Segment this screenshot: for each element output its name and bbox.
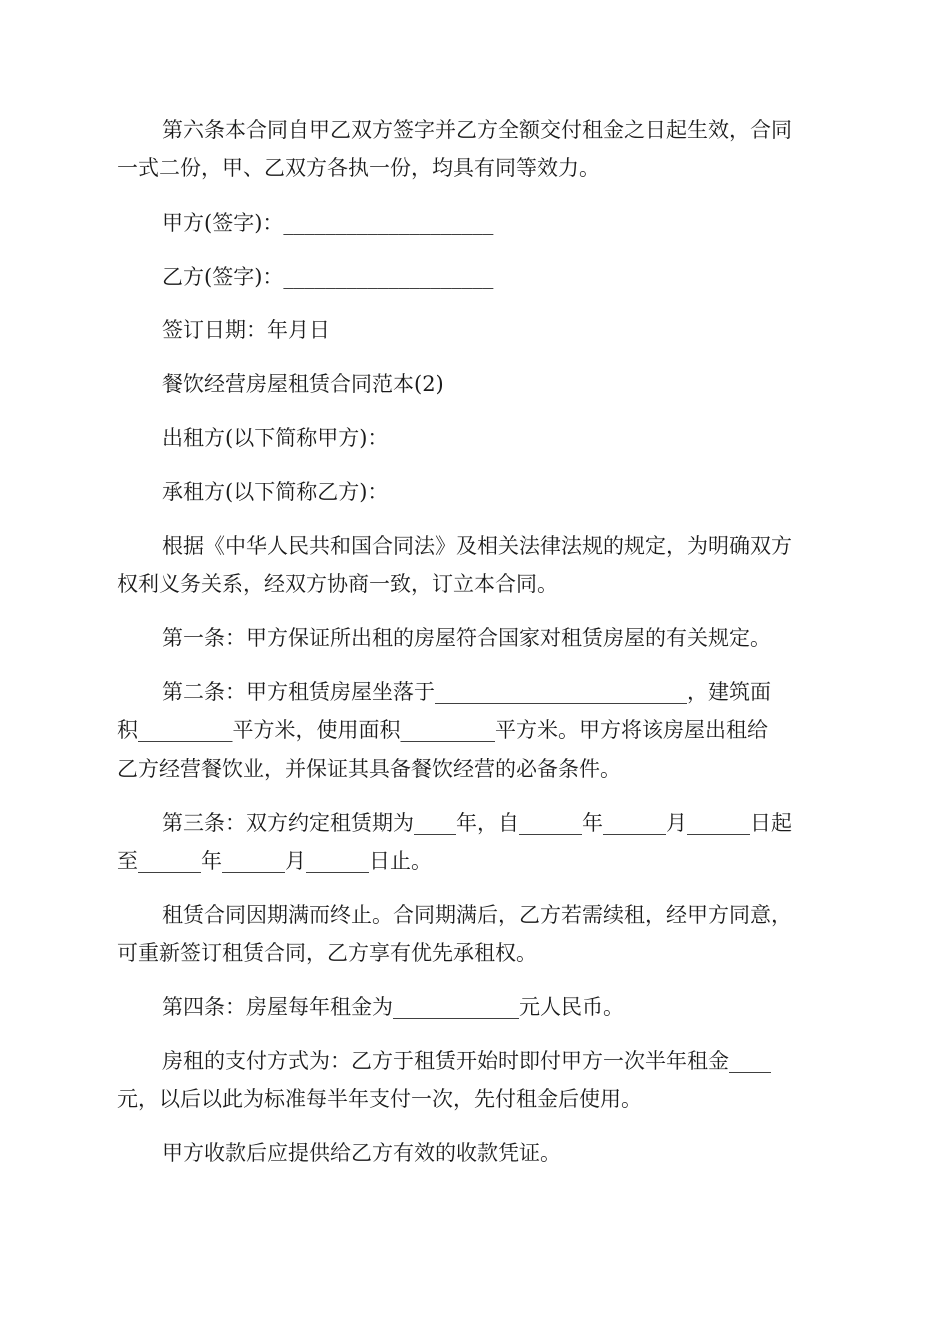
text-line: 至______年______月______日止。 — [117, 849, 432, 873]
lessee-label: 承租方(以下简称乙方)： — [162, 480, 389, 504]
text-line: 乙方经营餐饮业，并保证其具备餐饮经营的必备条件。 — [117, 757, 621, 781]
clause-2: 第二条：甲方租赁房屋坐落于________________________，建筑面 — [162, 680, 771, 704]
text-line: 甲方收款后应提供给乙方有效的收款凭证。 — [162, 1141, 561, 1165]
text-line: 一式二份，甲、乙双方各执一份，均具有同等效力。 — [117, 156, 600, 180]
text-line: 积_________平方米，使用面积_________平方米。甲方将该房屋出租给 — [117, 718, 768, 742]
text-line: 权利义务关系，经双方协商一致，订立本合同。 — [117, 572, 558, 596]
clause-4: 第四条：房屋每年租金为____________元人民币。 — [162, 995, 624, 1019]
text-line: 可重新签订租赁合同，乙方享有优先承租权。 — [117, 941, 537, 965]
text-line: 房租的支付方式为：乙方于租赁开始时即付甲方一次半年租金____ — [162, 1049, 771, 1073]
clause-3: 第三条：双方约定租赁期为____年，自______年______月______日起 — [162, 811, 792, 835]
clause-1: 第一条：甲方保证所出租的房屋符合国家对租赁房屋的有关规定。 — [162, 626, 771, 650]
document-heading: 餐饮经营房屋租赁合同范本(2) — [162, 372, 444, 396]
text-line: 元，以后以此为标准每半年支付一次，先付租金后使用。 — [117, 1087, 642, 1111]
text-line: 第六条本合同自甲乙双方签字并乙方全额交付租金之日起生效，合同 — [162, 118, 792, 142]
signature-line-party-b: 乙方(签字)：____________________ — [162, 265, 494, 289]
text-line: 租赁合同因期满而终止。合同期满后，乙方若需续租，经甲方同意， — [162, 903, 792, 927]
text-line: 根据《中华人民共和国合同法》及相关法律法规的规定，为明确双方 — [162, 534, 792, 558]
signature-line-party-a: 甲方(签字)：____________________ — [162, 211, 494, 235]
lessor-label: 出租方(以下简称甲方)： — [162, 426, 389, 450]
signing-date: 签订日期：年月日 — [162, 318, 330, 342]
